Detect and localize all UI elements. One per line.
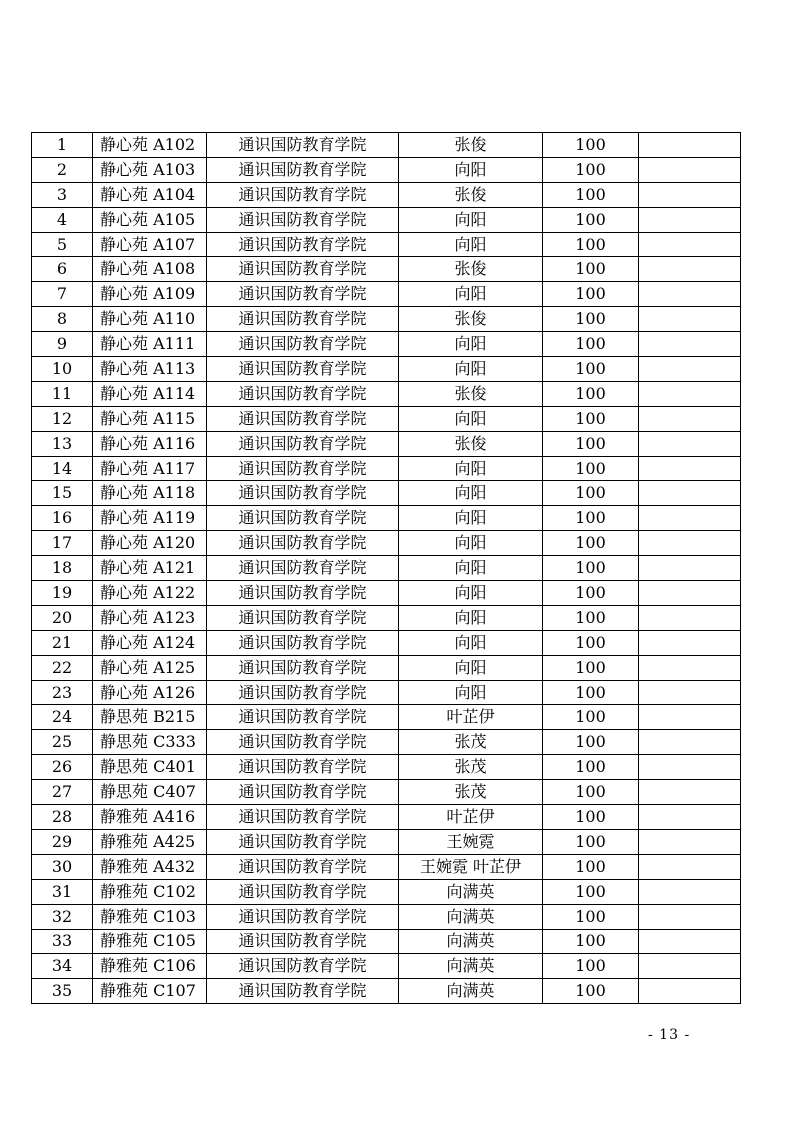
table-row [32,829,741,854]
cell-number: 24 [32,705,93,730]
page-number: - 13 - [648,1027,691,1043]
cell-note [639,755,741,780]
cell-person: 向满英 [399,904,543,929]
table-row [32,581,741,606]
table-row [32,805,741,830]
cell-college: 通识国防教育学院 [207,879,399,904]
cell-note [639,954,741,979]
cell-college: 通识国防教育学院 [207,307,399,332]
cell-score: 100 [543,904,639,929]
cell-person: 向阳 [399,406,543,431]
cell-note [639,381,741,406]
table-row [32,307,741,332]
table-row [32,929,741,954]
cell-note [639,780,741,805]
cell-college: 通识国防教育学院 [207,705,399,730]
cell-person: 张茂 [399,780,543,805]
cell-room: 静心苑 A117 [93,456,207,481]
cell-note [639,929,741,954]
cell-number: 3 [32,182,93,207]
cell-person: 向阳 [399,556,543,581]
cell-note [639,854,741,879]
cell-room: 静心苑 A121 [93,556,207,581]
cell-college: 通识国防教育学院 [207,431,399,456]
cell-person: 王婉霓 [399,829,543,854]
table-row [32,456,741,481]
cell-score: 100 [543,481,639,506]
cell-score: 100 [543,954,639,979]
cell-person: 向满英 [399,879,543,904]
cell-room: 静心苑 A124 [93,630,207,655]
cell-person: 叶芷伊 [399,805,543,830]
cell-room: 静心苑 A123 [93,605,207,630]
cell-room: 静心苑 A107 [93,232,207,257]
cell-number: 7 [32,282,93,307]
cell-number: 8 [32,307,93,332]
cell-person: 张茂 [399,730,543,755]
cell-note [639,506,741,531]
cell-number: 15 [32,481,93,506]
table-row [32,780,741,805]
table-row [32,680,741,705]
table-row [32,630,741,655]
cell-room: 静心苑 A126 [93,680,207,705]
cell-number: 28 [32,805,93,830]
cell-college: 通识国防教育学院 [207,854,399,879]
cell-note [639,705,741,730]
cell-person: 向阳 [399,605,543,630]
cell-note [639,481,741,506]
cell-person: 向阳 [399,157,543,182]
cell-room: 静心苑 A109 [93,282,207,307]
cell-number: 25 [32,730,93,755]
cell-college: 通识国防教育学院 [207,730,399,755]
cell-number: 10 [32,357,93,382]
cell-number: 17 [32,531,93,556]
table-row [32,332,741,357]
cell-person: 向满英 [399,979,543,1004]
cell-person: 向满英 [399,954,543,979]
cell-college: 通识国防教育学院 [207,680,399,705]
cell-number: 30 [32,854,93,879]
cell-score: 100 [543,929,639,954]
cell-college: 通识国防教育学院 [207,207,399,232]
cell-room: 静心苑 A115 [93,406,207,431]
cell-person: 向阳 [399,506,543,531]
cell-note [639,730,741,755]
cell-college: 通识国防教育学院 [207,979,399,1004]
cell-number: 13 [32,431,93,456]
cell-room: 静心苑 A105 [93,207,207,232]
cell-room: 静心苑 A103 [93,157,207,182]
cell-note [639,133,741,158]
cell-room: 静心苑 A108 [93,257,207,282]
cell-person: 向阳 [399,680,543,705]
table-row [32,531,741,556]
cell-score: 100 [543,755,639,780]
cell-room: 静心苑 A113 [93,357,207,382]
cell-score: 100 [543,805,639,830]
cell-room: 静心苑 A110 [93,307,207,332]
cell-college: 通识国防教育学院 [207,357,399,382]
cell-number: 29 [32,829,93,854]
cell-person: 张俊 [399,182,543,207]
cell-number: 11 [32,381,93,406]
cell-score: 100 [543,531,639,556]
cell-college: 通识国防教育学院 [207,805,399,830]
cell-score: 100 [543,182,639,207]
cell-number: 31 [32,879,93,904]
cell-number: 34 [32,954,93,979]
cell-person: 叶芷伊 [399,705,543,730]
cell-score: 100 [543,431,639,456]
table-body [32,133,741,1004]
cell-score: 100 [543,730,639,755]
cell-score: 100 [543,133,639,158]
cell-college: 通识国防教育学院 [207,954,399,979]
cell-person: 王婉霓 叶芷伊 [399,854,543,879]
table-row [32,182,741,207]
cell-room: 静雅苑 A425 [93,829,207,854]
cell-score: 100 [543,282,639,307]
cell-score: 100 [543,680,639,705]
cell-score: 100 [543,705,639,730]
table-row [32,406,741,431]
cell-note [639,182,741,207]
cell-score: 100 [543,630,639,655]
cell-note [639,605,741,630]
cell-score: 100 [543,207,639,232]
cell-college: 通识国防教育学院 [207,655,399,680]
cell-college: 通识国防教育学院 [207,282,399,307]
cell-room: 静雅苑 C106 [93,954,207,979]
cell-note [639,357,741,382]
cell-number: 33 [32,929,93,954]
cell-person: 张俊 [399,381,543,406]
cell-note [639,207,741,232]
cell-person: 向阳 [399,630,543,655]
table-row [32,506,741,531]
cell-number: 27 [32,780,93,805]
cell-score: 100 [543,232,639,257]
cell-college: 通识国防教育学院 [207,456,399,481]
cell-number: 35 [32,979,93,1004]
table-row [32,257,741,282]
cell-person: 向阳 [399,282,543,307]
cell-college: 通识国防教育学院 [207,381,399,406]
table-row [32,481,741,506]
table-row [32,854,741,879]
cell-number: 16 [32,506,93,531]
cell-college: 通识国防教育学院 [207,531,399,556]
cell-college: 通识国防教育学院 [207,232,399,257]
cell-score: 100 [543,879,639,904]
cell-number: 19 [32,581,93,606]
cell-person: 向阳 [399,207,543,232]
cell-college: 通识国防教育学院 [207,406,399,431]
cell-note [639,829,741,854]
cell-score: 100 [543,357,639,382]
cell-number: 20 [32,605,93,630]
cell-room: 静心苑 A125 [93,655,207,680]
cell-room: 静雅苑 C105 [93,929,207,954]
cell-score: 100 [543,556,639,581]
cell-number: 5 [32,232,93,257]
cell-score: 100 [543,381,639,406]
cell-college: 通识国防教育学院 [207,581,399,606]
cell-college: 通识国防教育学院 [207,182,399,207]
cell-score: 100 [543,307,639,332]
cell-college: 通识国防教育学院 [207,133,399,158]
table-row [32,157,741,182]
cell-room: 静心苑 A116 [93,431,207,456]
cell-note [639,805,741,830]
cell-college: 通识国防教育学院 [207,829,399,854]
cell-college: 通识国防教育学院 [207,556,399,581]
table-row [32,730,741,755]
cell-number: 22 [32,655,93,680]
cell-note [639,307,741,332]
cell-score: 100 [543,655,639,680]
cell-room: 静心苑 A119 [93,506,207,531]
cell-score: 100 [543,581,639,606]
cell-person: 张俊 [399,431,543,456]
cell-college: 通识国防教育学院 [207,780,399,805]
cell-room: 静心苑 A118 [93,481,207,506]
cell-room: 静心苑 A104 [93,182,207,207]
table-row [32,954,741,979]
cell-note [639,979,741,1004]
cell-college: 通识国防教育学院 [207,630,399,655]
cell-room: 静雅苑 C103 [93,904,207,929]
cell-person: 向阳 [399,481,543,506]
table-row [32,655,741,680]
cell-score: 100 [543,829,639,854]
cell-person: 张茂 [399,755,543,780]
cell-number: 1 [32,133,93,158]
cell-room: 静心苑 A102 [93,133,207,158]
table-row [32,904,741,929]
cell-number: 14 [32,456,93,481]
cell-number: 26 [32,755,93,780]
cell-score: 100 [543,506,639,531]
table-row [32,232,741,257]
table-row [32,605,741,630]
cell-score: 100 [543,854,639,879]
cell-note [639,332,741,357]
cell-note [639,157,741,182]
table-row [32,357,741,382]
cell-room: 静心苑 A122 [93,581,207,606]
cell-note [639,655,741,680]
cell-number: 21 [32,630,93,655]
cell-note [639,581,741,606]
cell-college: 通识国防教育学院 [207,904,399,929]
table-row [32,207,741,232]
table-row [32,705,741,730]
cell-college: 通识国防教育学院 [207,605,399,630]
cell-note [639,556,741,581]
cell-score: 100 [543,456,639,481]
cell-note [639,257,741,282]
cell-note [639,431,741,456]
cell-room: 静思苑 C407 [93,780,207,805]
cell-person: 向阳 [399,332,543,357]
cell-note [639,406,741,431]
cell-score: 100 [543,406,639,431]
cell-person: 向阳 [399,357,543,382]
cell-person: 张俊 [399,307,543,332]
cell-room: 静雅苑 C102 [93,879,207,904]
cell-college: 通识国防教育学院 [207,929,399,954]
cell-person: 张俊 [399,257,543,282]
cell-room: 静思苑 B215 [93,705,207,730]
cell-note [639,232,741,257]
cell-room: 静雅苑 A432 [93,854,207,879]
cell-note [639,282,741,307]
cell-number: 4 [32,207,93,232]
cell-room: 静雅苑 C107 [93,979,207,1004]
table-row [32,556,741,581]
cell-person: 向阳 [399,655,543,680]
cell-person: 张俊 [399,133,543,158]
cell-room: 静思苑 C401 [93,755,207,780]
cell-person: 向阳 [399,531,543,556]
cell-college: 通识国防教育学院 [207,755,399,780]
cell-room: 静心苑 A120 [93,531,207,556]
cell-score: 100 [543,605,639,630]
cell-person: 向阳 [399,232,543,257]
cell-number: 23 [32,680,93,705]
cell-note [639,904,741,929]
cell-college: 通识国防教育学院 [207,332,399,357]
cell-note [639,630,741,655]
cell-note [639,456,741,481]
table-row [32,979,741,1004]
table-row [32,381,741,406]
cell-score: 100 [543,332,639,357]
cell-college: 通识国防教育学院 [207,506,399,531]
cell-number: 9 [32,332,93,357]
cell-number: 18 [32,556,93,581]
cell-number: 2 [32,157,93,182]
cell-score: 100 [543,780,639,805]
cell-note [639,879,741,904]
cell-college: 通识国防教育学院 [207,257,399,282]
cell-score: 100 [543,257,639,282]
cell-room: 静心苑 A114 [93,381,207,406]
table-row [32,879,741,904]
cell-note [639,680,741,705]
cell-person: 向满英 [399,929,543,954]
table-row [32,431,741,456]
cell-room: 静心苑 A111 [93,332,207,357]
cell-score: 100 [543,979,639,1004]
cell-room: 静雅苑 A416 [93,805,207,830]
cell-score: 100 [543,157,639,182]
cell-room: 静思苑 C333 [93,730,207,755]
cell-number: 12 [32,406,93,431]
cell-note [639,531,741,556]
table-row [32,755,741,780]
dormitory-score-table [31,132,741,1004]
cell-person: 向阳 [399,456,543,481]
cell-college: 通识国防教育学院 [207,481,399,506]
cell-number: 6 [32,257,93,282]
cell-person: 向阳 [399,581,543,606]
table-row [32,282,741,307]
cell-number: 32 [32,904,93,929]
table-row [32,133,741,158]
cell-college: 通识国防教育学院 [207,157,399,182]
